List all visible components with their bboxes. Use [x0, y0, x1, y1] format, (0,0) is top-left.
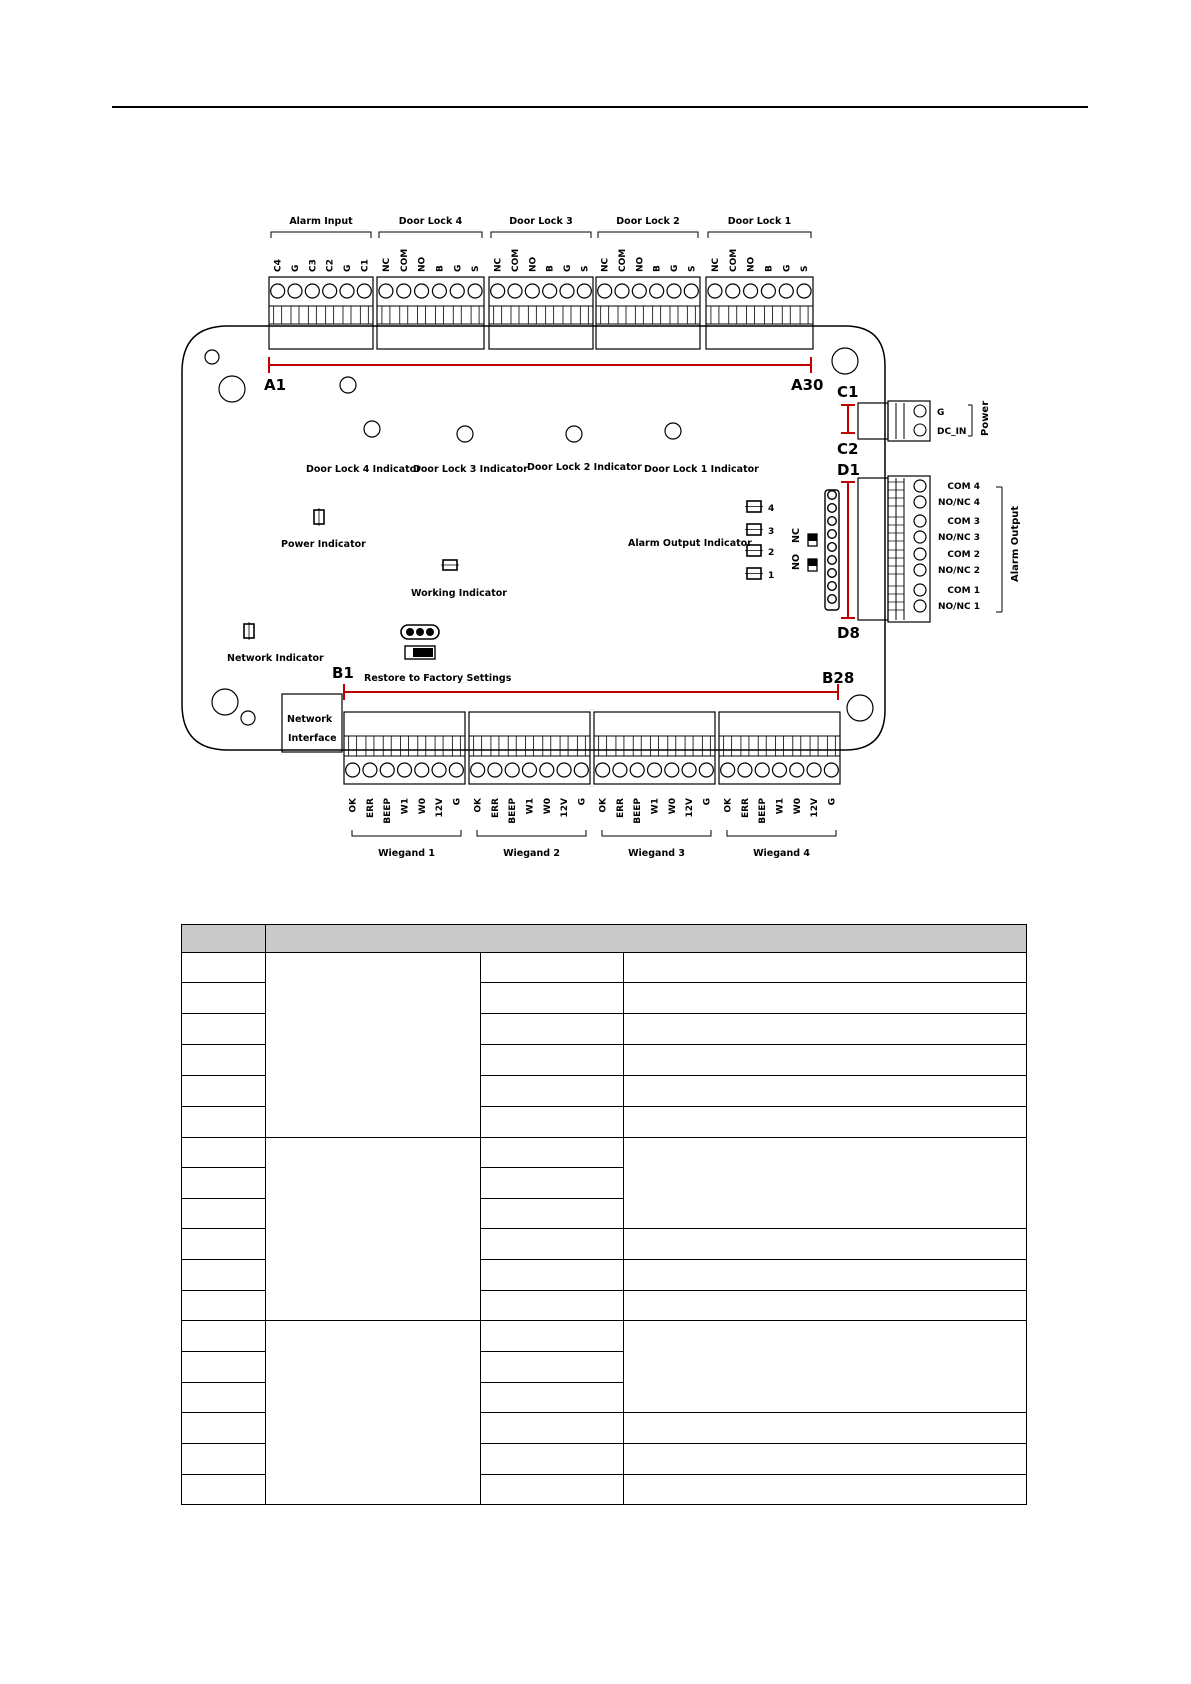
- range-d-start-label: D1: [837, 461, 860, 479]
- table-cell: [624, 1260, 1027, 1291]
- bottom-group-bracket: [727, 830, 836, 836]
- table-cell: [624, 953, 1027, 983]
- top-pin-label: B: [545, 265, 556, 272]
- table-cell: [624, 1413, 1027, 1444]
- alarm-output-screw: [914, 600, 926, 612]
- top-pin-label: C4: [273, 259, 284, 272]
- bottom-pin-label: OK: [348, 798, 359, 813]
- bottom-terminal-screw: [363, 763, 377, 777]
- door-lock-led: [566, 426, 582, 442]
- bottom-pin-label: 12V: [685, 798, 696, 818]
- table-row: [182, 1138, 1027, 1168]
- mounting-hole: [219, 376, 245, 402]
- bottom-terminal-screw: [449, 763, 463, 777]
- alarm-output-screw: [914, 584, 926, 596]
- table-cell: [182, 1107, 266, 1138]
- table-cell: [182, 983, 266, 1014]
- bottom-terminal-block: [469, 712, 590, 784]
- range-a-end-label: A30: [791, 376, 824, 394]
- bottom-pin-label: G: [827, 798, 838, 806]
- top-terminal-screw: [468, 284, 482, 298]
- table-cell: [182, 1229, 266, 1260]
- table-cell: [624, 1321, 1027, 1413]
- top-pin-label: B: [652, 265, 663, 272]
- table-header-cell: [266, 925, 1027, 953]
- bottom-pin-label: BEEP: [383, 798, 394, 824]
- power-connector-housing: [858, 403, 888, 439]
- bottom-terminal-screw: [505, 763, 519, 777]
- bottom-terminal-screw: [807, 763, 821, 777]
- top-pin-label: NC: [710, 257, 721, 272]
- top-pin-label: NO: [746, 256, 757, 272]
- top-terminal-screw: [560, 284, 574, 298]
- bottom-pin-label: BEEP: [758, 798, 769, 824]
- top-terminal-screw: [357, 284, 371, 298]
- bottom-terminal-screw: [613, 763, 627, 777]
- bottom-terminal-block: [344, 712, 465, 784]
- bottom-group-title: Wiegand 2: [503, 848, 560, 859]
- table-cell: [182, 1475, 266, 1505]
- top-group-bracket: [379, 232, 482, 238]
- bottom-terminal-screw: [380, 763, 394, 777]
- network-interface-label: Interface: [288, 733, 337, 744]
- door-lock-3-indicator-label: Door Lock 3 Indicator: [413, 464, 528, 475]
- bottom-terminal-screw: [665, 763, 679, 777]
- bottom-pin-label: 12V: [435, 798, 446, 818]
- alarm-output-pin-label: NO/NC 4: [937, 498, 980, 508]
- table-cell: [182, 1138, 266, 1168]
- alarm-output-pin-label: COM 3: [947, 517, 980, 527]
- jumper-pin: [828, 582, 837, 591]
- switch-no-label: NO: [791, 553, 802, 570]
- table-cell: [182, 1413, 266, 1444]
- table-cell: [624, 1107, 1027, 1138]
- alarm-output-screw: [914, 531, 926, 543]
- jumper-pin: [828, 504, 837, 513]
- top-terminal-screw: [650, 284, 664, 298]
- bottom-terminal-screw: [755, 763, 769, 777]
- table-cell: [624, 1475, 1027, 1505]
- table-cell: [481, 1352, 624, 1383]
- table-cell: [182, 1352, 266, 1383]
- bottom-pin-label: ERR: [490, 798, 501, 819]
- top-terminal-screw: [525, 284, 539, 298]
- alarm-output-pin-label: NO/NC 2: [937, 566, 980, 576]
- table-cell: [624, 1138, 1027, 1229]
- bottom-pin-label: W0: [792, 798, 803, 815]
- top-pin-label: COM: [728, 248, 739, 272]
- power-title: Power: [980, 400, 991, 436]
- top-pin-label: G: [343, 264, 353, 272]
- pin-description-table: [181, 924, 1027, 1505]
- mounting-hole: [241, 711, 255, 725]
- top-terminal-screw: [508, 284, 522, 298]
- top-terminal-screw: [779, 284, 793, 298]
- bottom-pin-label: ERR: [365, 798, 376, 819]
- top-terminal-screw: [632, 284, 646, 298]
- table-cell: [481, 1383, 624, 1413]
- top-group-title: Door Lock 3: [509, 216, 573, 227]
- bottom-terminal-screw: [699, 763, 713, 777]
- table-cell: [182, 1291, 266, 1321]
- table-cell: [182, 1076, 266, 1107]
- table-cell: [481, 1321, 624, 1352]
- jumper-pin: [828, 595, 837, 604]
- table-cell: [481, 1045, 624, 1076]
- bottom-terminal-screw: [415, 763, 429, 777]
- bottom-terminal-screw: [738, 763, 752, 777]
- network-interface-label: Network: [287, 714, 333, 725]
- top-pin-label: NC: [493, 257, 504, 272]
- alarm-output-led-number: 1: [768, 571, 775, 581]
- table-cell: [624, 1444, 1027, 1475]
- restore-label: Restore to Factory Settings: [364, 673, 512, 684]
- switch-nc-label: NC: [791, 528, 802, 543]
- bottom-terminal-screw: [398, 763, 412, 777]
- range-c-start-label: C1: [837, 383, 859, 401]
- table-cell: [481, 1444, 624, 1475]
- table-cell: [481, 1413, 624, 1444]
- top-terminal-screw: [415, 284, 429, 298]
- power-pin-label: DC_IN: [937, 427, 967, 437]
- bottom-terminal-screw: [682, 763, 696, 777]
- top-terminal-screw: [450, 284, 464, 298]
- table-cell: [624, 1014, 1027, 1045]
- top-pin-label: NO: [528, 256, 539, 272]
- top-group-bracket: [598, 232, 698, 238]
- table-cell: [624, 1291, 1027, 1321]
- bottom-terminal-screw: [824, 763, 838, 777]
- bottom-pin-label: 12V: [560, 798, 571, 818]
- bottom-terminal-screw: [523, 763, 537, 777]
- table-cell: [182, 1014, 266, 1045]
- bottom-terminal-screw: [721, 763, 735, 777]
- top-pin-label: S: [687, 265, 698, 272]
- table-cell: [182, 1383, 266, 1413]
- bottom-pin-label: 12V: [810, 798, 821, 818]
- bottom-pin-label: OK: [723, 798, 734, 813]
- alarm-output-pin-label: COM 4: [947, 482, 980, 492]
- top-terminal-screw: [379, 284, 393, 298]
- bottom-terminal-screw: [432, 763, 446, 777]
- top-terminal-screw: [340, 284, 354, 298]
- table-cell: [481, 1475, 624, 1505]
- top-pin-label: B: [764, 265, 775, 272]
- bottom-group-title: Wiegand 4: [753, 848, 810, 859]
- table-header-cell: [182, 925, 266, 953]
- top-terminal-screw: [684, 284, 698, 298]
- bottom-pin-label: W1: [400, 798, 411, 815]
- bottom-pin-label: W1: [775, 798, 786, 815]
- top-terminal-block: [269, 277, 373, 349]
- jumper-pin: [828, 569, 837, 578]
- door-lock-1-indicator-label: Door Lock 1 Indicator: [644, 464, 759, 475]
- top-pin-label: C2: [325, 259, 336, 272]
- top-terminal-screw: [667, 284, 681, 298]
- bottom-pin-label: W0: [667, 798, 678, 815]
- bottom-pin-label: ERR: [615, 798, 626, 819]
- top-pin-label: G: [782, 264, 793, 272]
- top-terminal-screw: [577, 284, 591, 298]
- bottom-group-bracket: [602, 830, 711, 836]
- table-row: [182, 1321, 1027, 1352]
- alarm-output-pin-label: COM 2: [947, 550, 980, 560]
- alarm-output-pin-label: COM 1: [947, 586, 980, 596]
- top-terminal-screw: [761, 284, 775, 298]
- table-cell: [182, 1168, 266, 1199]
- alarm-output-screw: [914, 548, 926, 560]
- top-terminal-screw: [797, 284, 811, 298]
- range-b-end-label: B28: [822, 669, 855, 687]
- bottom-group-title: Wiegand 3: [628, 848, 685, 859]
- bottom-pin-label: G: [577, 798, 588, 806]
- table-cell: [266, 953, 481, 1138]
- top-terminal-block: [489, 277, 593, 349]
- jumper-pin: [828, 543, 837, 552]
- power-terminal: [914, 405, 926, 417]
- alarm-output-housing: [858, 478, 888, 620]
- top-terminal-screw: [271, 284, 285, 298]
- range-d-end-label: D8: [837, 624, 860, 642]
- mounting-hole: [832, 348, 858, 374]
- top-terminal-block: [377, 277, 484, 349]
- bottom-pin-label: OK: [473, 798, 484, 813]
- table-cell: [266, 1138, 481, 1321]
- table-cell: [481, 953, 624, 983]
- bottom-terminal-screw: [488, 763, 502, 777]
- door-lock-2-indicator-label: Door Lock 2 Indicator: [527, 462, 642, 473]
- top-terminal-screw: [397, 284, 411, 298]
- bottom-terminal-screw: [773, 763, 787, 777]
- bottom-terminal-screw: [574, 763, 588, 777]
- top-pin-label: COM: [399, 248, 410, 272]
- jumper-pin: [828, 491, 837, 500]
- top-terminal-screw: [432, 284, 446, 298]
- power-indicator-label: Power Indicator: [281, 539, 366, 550]
- bottom-pin-label: G: [452, 798, 463, 806]
- bottom-pin-label: W1: [525, 798, 536, 815]
- table-cell: [481, 1138, 624, 1168]
- top-pin-label: NO: [635, 256, 646, 272]
- mounting-hole: [205, 350, 219, 364]
- top-pin-label: NC: [600, 257, 611, 272]
- top-terminal-screw: [491, 284, 505, 298]
- bottom-terminal-screw: [596, 763, 610, 777]
- top-pin-label: COM: [511, 248, 521, 272]
- door-lock-led: [457, 426, 473, 442]
- table-cell: [481, 1260, 624, 1291]
- alarm-output-pin-label: NO/NC 3: [937, 533, 980, 543]
- jumper-pin: [828, 530, 837, 539]
- bottom-pin-label: BEEP: [633, 798, 644, 824]
- top-terminal-screw: [744, 284, 758, 298]
- bottom-terminal-screw: [557, 763, 571, 777]
- top-pin-label: NO: [417, 256, 428, 272]
- top-pin-label: G: [291, 264, 301, 272]
- bottom-terminal-block: [719, 712, 840, 784]
- table-row: [182, 953, 1027, 983]
- bottom-pin-label: W0: [417, 798, 428, 815]
- top-terminal-screw: [708, 284, 722, 298]
- bottom-terminal-screw: [471, 763, 485, 777]
- top-group-title: Door Lock 2: [616, 216, 680, 227]
- top-terminal-screw: [288, 284, 302, 298]
- table-cell: [182, 1260, 266, 1291]
- top-group-bracket: [708, 232, 811, 238]
- table-cell: [624, 983, 1027, 1014]
- range-a-start-label: A1: [264, 376, 287, 394]
- top-group-bracket: [491, 232, 591, 238]
- top-pin-label: S: [580, 265, 591, 272]
- top-terminal-screw: [323, 284, 337, 298]
- top-terminal-screw: [598, 284, 612, 298]
- top-terminal-screw: [305, 284, 319, 298]
- table-cell: [481, 1014, 624, 1045]
- top-pin-label: B: [435, 265, 446, 272]
- bottom-pin-label: ERR: [740, 798, 751, 819]
- bottom-terminal-screw: [630, 763, 644, 777]
- mounting-hole: [847, 695, 873, 721]
- top-pin-label: COM: [618, 248, 628, 272]
- table-cell: [624, 1045, 1027, 1076]
- mounting-hole: [212, 689, 238, 715]
- top-terminal-screw: [543, 284, 557, 298]
- alarm-output-screw: [914, 564, 926, 576]
- alarm-output-screw: [914, 480, 926, 492]
- bottom-terminal-screw: [648, 763, 662, 777]
- table-cell: [182, 1444, 266, 1475]
- power-pin-label: G: [937, 408, 945, 418]
- bottom-terminal-screw: [790, 763, 804, 777]
- top-group-title: Alarm Input: [289, 216, 353, 227]
- table-cell: [481, 983, 624, 1014]
- door-lock-led: [364, 421, 380, 437]
- top-pin-label: NC: [381, 257, 392, 272]
- table-cell: [481, 1076, 624, 1107]
- jumper-pin: [828, 517, 837, 526]
- table-cell: [481, 1199, 624, 1229]
- alarm-output-screw: [914, 515, 926, 527]
- alarm-output-led-number: 4: [768, 504, 775, 514]
- top-terminal-screw: [615, 284, 629, 298]
- top-group-title: Door Lock 4: [398, 216, 463, 227]
- alarm-output-led-number: 3: [768, 527, 775, 537]
- top-pin-label: S: [471, 265, 482, 272]
- table-cell: [182, 1045, 266, 1076]
- alarm-output-led-number: 2: [768, 548, 775, 558]
- bottom-group-bracket: [352, 830, 461, 836]
- top-pin-label: G: [453, 264, 464, 272]
- alarm-output-title: Alarm Output: [1010, 505, 1021, 582]
- table-cell: [182, 1199, 266, 1229]
- alarm-output-indicator-label: Alarm Output Indicator: [628, 538, 752, 549]
- top-terminal-block: [706, 277, 813, 349]
- top-pin-label: G: [563, 264, 573, 272]
- top-pin-label: S: [800, 265, 811, 272]
- top-terminal-screw: [726, 284, 740, 298]
- door-lock-led: [340, 377, 356, 393]
- door-lock-led: [665, 423, 681, 439]
- top-pin-label: G: [670, 264, 680, 272]
- top-group-bracket: [271, 232, 371, 238]
- table-cell: [624, 1229, 1027, 1260]
- table-cell: [182, 1321, 266, 1352]
- bottom-pin-label: W0: [542, 798, 553, 815]
- bottom-group-title: Wiegand 1: [378, 848, 435, 859]
- top-pin-label: C3: [308, 259, 319, 272]
- bottom-terminal-screw: [346, 763, 360, 777]
- table-cell: [481, 1229, 624, 1260]
- board-outline: [182, 326, 885, 750]
- table-cell: [481, 1291, 624, 1321]
- range-c-end-label: C2: [837, 440, 859, 458]
- table-cell: [481, 1107, 624, 1138]
- alarm-output-screw: [914, 496, 926, 508]
- table-header-row: [182, 925, 1027, 953]
- door-lock-4-indicator-label: Door Lock 4 Indicator: [306, 464, 421, 475]
- power-terminal: [914, 424, 926, 436]
- bottom-group-bracket: [477, 830, 586, 836]
- table-cell: [266, 1321, 481, 1505]
- jumper-pin: [828, 556, 837, 565]
- table-cell: [624, 1076, 1027, 1107]
- top-group-title: Door Lock 1: [727, 216, 792, 227]
- bottom-terminal-screw: [540, 763, 554, 777]
- network-indicator-label: Network Indicator: [227, 653, 324, 664]
- top-pin-label: C1: [360, 259, 371, 272]
- bottom-terminal-block: [594, 712, 715, 784]
- table-cell: [481, 1168, 624, 1199]
- alarm-output-pin-label: NO/NC 1: [937, 602, 980, 612]
- bottom-pin-label: G: [702, 798, 713, 806]
- bottom-pin-label: OK: [598, 798, 609, 813]
- range-b-start-label: B1: [332, 664, 354, 682]
- bottom-pin-label: BEEP: [508, 798, 519, 824]
- working-indicator-label: Working Indicator: [411, 588, 507, 599]
- table-cell: [182, 953, 266, 983]
- bottom-pin-label: W1: [650, 798, 661, 815]
- top-terminal-block: [596, 277, 700, 349]
